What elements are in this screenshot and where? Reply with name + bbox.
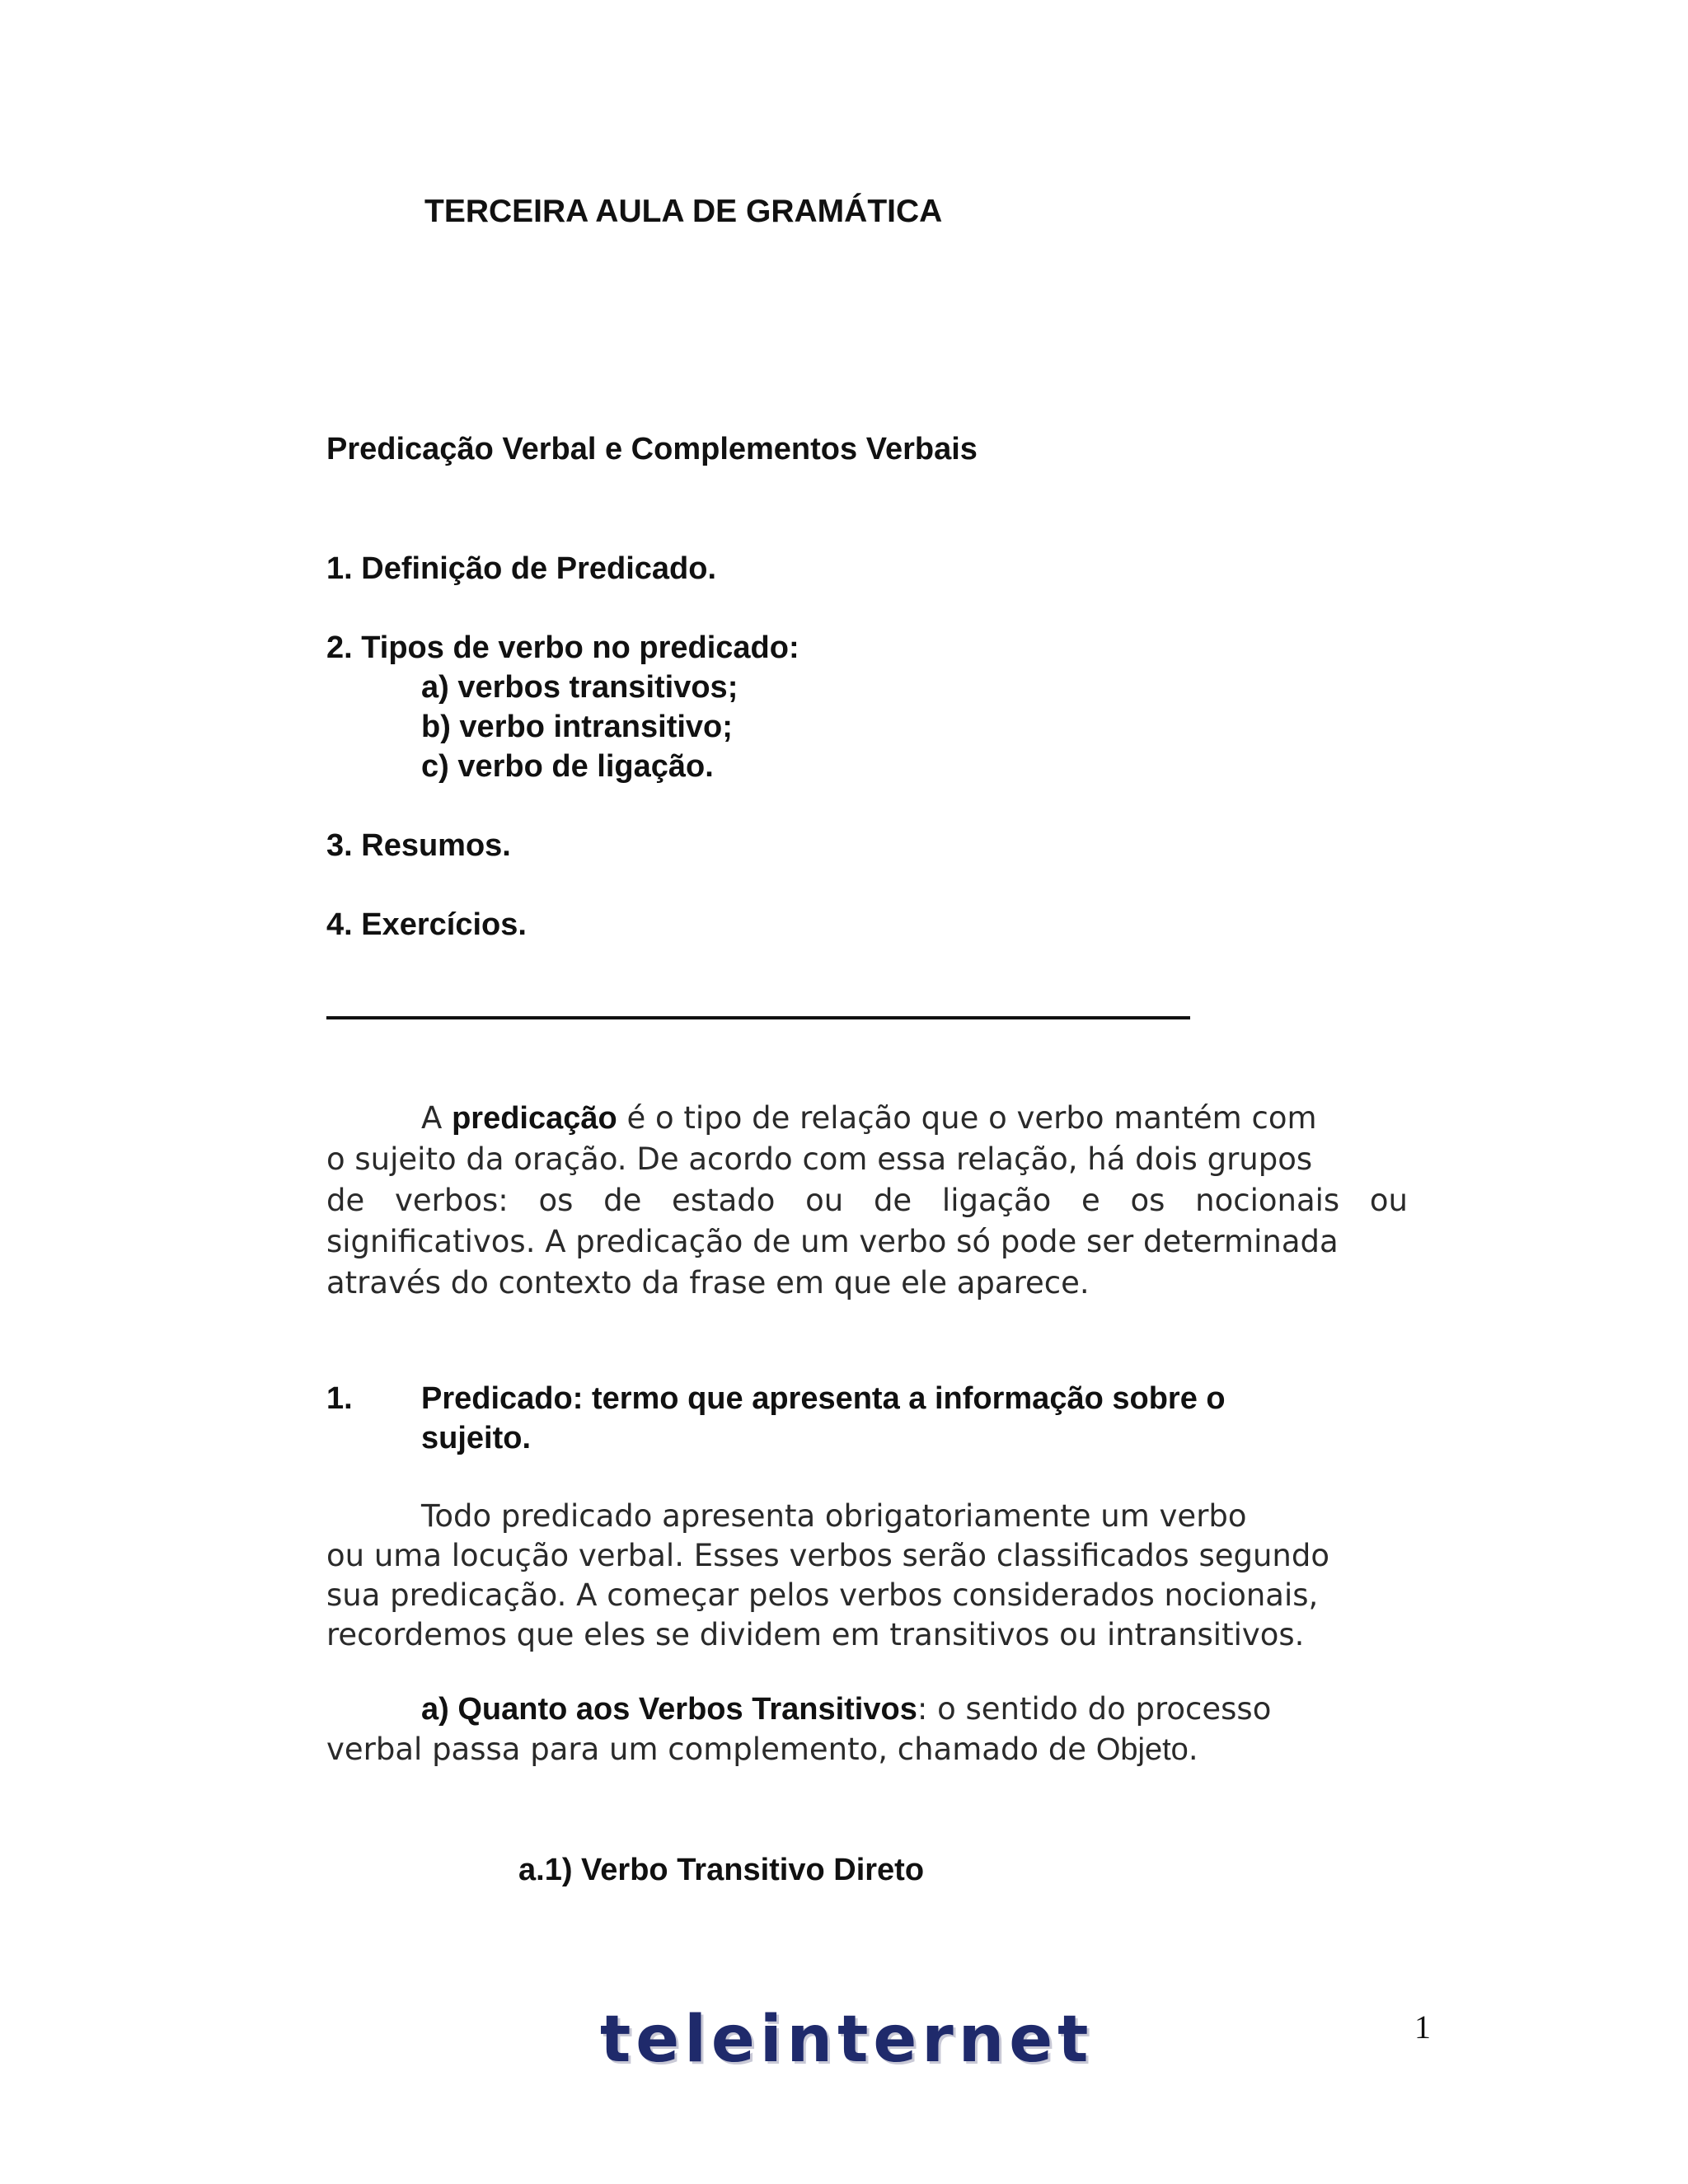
section-1-line-4: recordemos que eles se dividem em transitivos ou intransitivos. — [326, 1617, 1305, 1652]
section-1-heading-line-2: sujeito. — [421, 1421, 532, 1455]
intro-line-1 — [421, 1098, 1317, 1139]
intro-line-3: de verbos: os de estado ou de ligação e os nocionais ou — [326, 1183, 1408, 1218]
transitive-text: . — [1188, 1732, 1198, 1767]
outline-item-2a: a) verbos transitivos; — [421, 670, 738, 705]
section-1-heading-line-1: Predicado: termo que apresenta a informação sobre o — [421, 1381, 1226, 1416]
intro-line-4: significativos. A predicação de um verbo só pode ser determinada — [326, 1224, 1339, 1259]
outline-item-2b: b) verbo intransitivo; — [421, 710, 733, 744]
intro-text: é o tipo de relação que o verbo mantém com — [617, 1100, 1317, 1136]
intro-text: A — [421, 1100, 452, 1136]
intro-line-2: o sujeito da oração. De acordo com essa relação, há dois grupos — [326, 1141, 1313, 1177]
page-title: TERCEIRA AULA DE GRAMÁTICA — [424, 194, 943, 229]
transitive-heading: a) Quanto aos Verbos Transitivos — [421, 1692, 917, 1727]
page-number: 1 — [1414, 2008, 1431, 2046]
subsection-a1-heading: a.1) Verbo Transitivo Direto — [518, 1853, 925, 1887]
outline-item-1: 1. Definição de Predicado. — [326, 551, 717, 586]
page-subtitle: Predicação Verbal e Complementos Verbais — [326, 432, 978, 466]
section-1-line-3: sua predicação. A começar pelos verbos considerados nocionais, — [326, 1577, 1319, 1613]
transitive-text: verbal passa para um complemento, chamado de — [326, 1732, 1096, 1767]
section-1-number: 1. — [326, 1381, 353, 1416]
outline-item-2c: c) verbo de ligação. — [421, 749, 714, 784]
outline-item-2: 2. Tipos de verbo no predicado: — [326, 630, 799, 665]
horizontal-divider — [326, 1016, 1190, 1019]
intro-line-5: através do contexto da frase em que ele aparece. — [326, 1265, 1090, 1301]
intro-term-predicacao: predicação — [452, 1101, 617, 1136]
transitive-line-1 — [421, 1689, 1271, 1730]
section-1-line-2: ou uma locução verbal. Esses verbos serão classificados segundo — [326, 1538, 1329, 1573]
outline-item-3: 3. Resumos. — [326, 828, 511, 863]
transitive-text: : o sentido do processo — [917, 1691, 1272, 1727]
transitive-line-2 — [326, 1729, 1198, 1770]
transitive-term-objeto: Objeto — [1095, 1732, 1189, 1767]
teleinternet-logo: teleinternet — [600, 2003, 1094, 2077]
outline-item-4: 4. Exercícios. — [326, 907, 527, 942]
section-1-line-1: Todo predicado apresenta obrigatoriamente um verbo — [421, 1498, 1247, 1534]
